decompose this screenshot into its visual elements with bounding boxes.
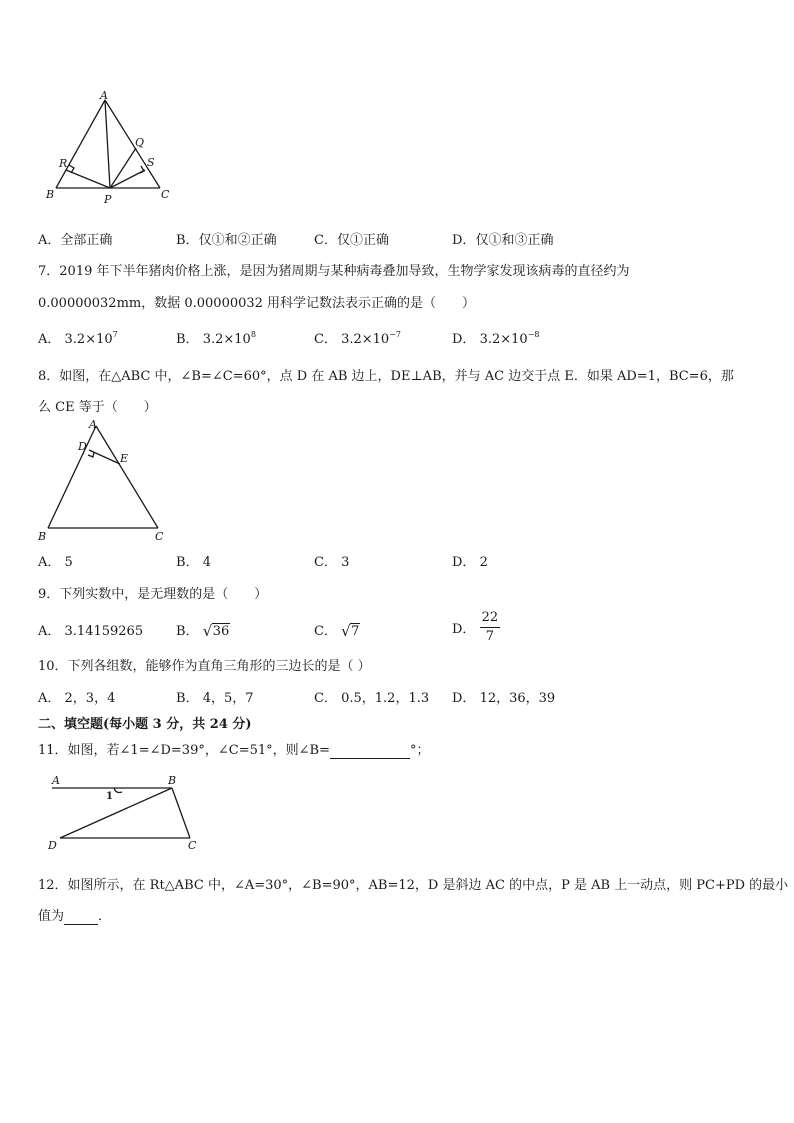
q8-option-b: B． 4 [176,555,211,570]
q7-option-c: C． $3.2\times 10^{-7}$ [314,330,401,347]
q8-figure [34,418,174,546]
q10-option-b: B． 4，5，7 [176,691,254,706]
q9-option-b: B． √ 36 [176,622,230,640]
q11-stem: 11．如图，若∠1=∠D=39°，∠C=51°，则∠B= °； [38,743,430,758]
q8-label-c: C [155,530,164,543]
q8-label-e: E [120,452,129,465]
answer-blank [330,743,410,759]
section-heading: 二、填空题(每小题 3 分，共 24 分) [38,717,252,732]
q6-option-a: A．全部正确 [38,233,113,248]
q10-stem: 10．下列各组数，能够作为直角三角形的三边长的是（ ） [38,659,371,674]
q7-option-b: B． $3.2\times 10^8$ [176,330,256,347]
q9-option-d: D． $\frac{22}{7}$ [452,610,499,644]
q7-option-d: D． $3.2\times 10^{-8}$ [452,330,540,347]
q10-option-c: C． 0.5，1.2，1.3 [314,691,430,706]
q6-option-d: D．仅①和③正确 [452,233,554,248]
q8-label-b: B [38,530,47,543]
q8-stem-line2: 么 CE 等于（ ） [38,400,157,415]
q12-stem-line2: 值为 ． [38,909,112,924]
q6-label-r: R [59,157,68,170]
q6-label-q: Q [135,136,145,149]
q7-option-a: A． $3.2\times 10^7$ [38,330,118,347]
q6-option-b: B．仅①和②正确 [176,233,277,248]
q11-label-b: B [168,774,177,787]
q11-figure [44,770,204,852]
q6-option-c: C．仅①正确 [314,233,389,248]
q8-option-a: A． 5 [38,555,73,570]
sqrt-symbol: √ 7 [341,622,360,640]
q6-label-a: A [100,89,108,102]
q7-stem-line2: 0.00000032mm，数据 0.00000032 用科学记数法表示正确的是（ ） [38,296,476,311]
q10-option-d: D． 12，36，39 [452,691,556,706]
answer-blank [64,909,98,925]
q8-option-c: C． 3 [314,555,350,570]
q11-label-c: C [188,839,197,852]
q8-option-d: D． 2 [452,555,488,570]
q10-option-a: A． 2，3，4 [38,691,116,706]
q8-stem-line1: 8．如图，在△ABC 中，∠B=∠C=60°，点 D 在 AB 边上，DE⊥AB，并与 AC 边交于点 E．如果 AD=1，BC=6，那 [38,369,734,384]
q7-stem-line1: 7．2019 年下半年猪肉价格上涨，是因为猪周期与某种病毒叠加导致，生物学家发现该病毒的直径约为 [38,264,630,279]
sqrt-symbol: √ 36 [202,622,230,640]
q6-label-s: S [147,156,155,169]
q9-option-c: C． √ 7 [314,622,360,640]
q6-label-p: P [104,193,112,206]
q8-label-d: D [78,440,87,453]
q6-label-c: C [161,188,170,201]
fraction: $\frac{22}{7}$ [481,610,499,644]
q6-label-b: B [46,188,55,201]
q8-label-a: A [89,418,97,431]
q11-label-1: 1 [106,791,113,802]
q11-label-a: A [52,774,60,787]
q12-stem-line1: 12．如图所示，在 Rt△ABC 中，∠A=30°，∠B=90°，AB=12，D 是斜边 AC 的中点，P 是 AB 上一动点，则 PC+PD 的最小 [38,878,789,893]
q9-stem: 9．下列实数中，是无理数的是（ ） [38,587,268,602]
q6-figure [40,88,190,213]
q9-option-a: A． 3.14159265 [38,624,144,639]
q11-label-d: D [48,839,57,852]
